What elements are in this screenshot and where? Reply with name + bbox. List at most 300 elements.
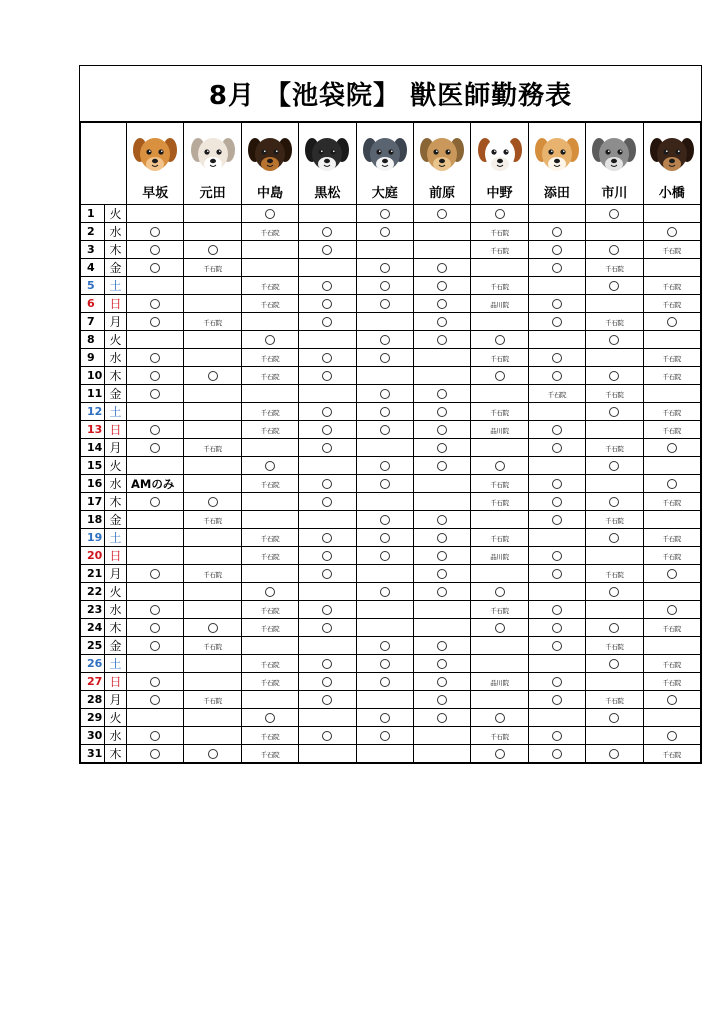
- on-duty-circle-icon: [150, 227, 160, 237]
- shift-cell: [299, 223, 356, 241]
- day-number: 13: [81, 421, 105, 439]
- shift-cell: [184, 313, 241, 331]
- shift-cell: [184, 745, 241, 763]
- on-duty-circle-icon: [552, 227, 562, 237]
- day-number: 24: [81, 619, 105, 637]
- on-duty-circle-icon: [380, 299, 390, 309]
- shift-cell: [528, 313, 585, 331]
- shift-cell: [528, 403, 585, 421]
- on-duty-circle-icon: [437, 641, 447, 651]
- header-row: [81, 123, 701, 205]
- on-duty-circle-icon: [322, 245, 332, 255]
- on-duty-circle-icon: [609, 245, 619, 255]
- shift-cell: [356, 277, 413, 295]
- shift-cell: [586, 331, 643, 349]
- on-duty-circle-icon: [667, 569, 677, 579]
- on-duty-circle-icon: [437, 425, 447, 435]
- shift-cell: [356, 583, 413, 601]
- shift-cell: [299, 457, 356, 475]
- shift-cell: [184, 205, 241, 223]
- on-duty-circle-icon: [552, 263, 562, 273]
- on-duty-circle-icon: [265, 587, 275, 597]
- shift-cell: [471, 259, 528, 277]
- shift-cell: [241, 475, 298, 493]
- shift-cell: [528, 709, 585, 727]
- shift-cell: [241, 583, 298, 601]
- on-duty-circle-icon: [150, 317, 160, 327]
- shift-cell: [471, 583, 528, 601]
- shift-cell: [643, 601, 700, 619]
- doctor-name: 添田: [543, 186, 570, 201]
- shift-cell: [643, 403, 700, 421]
- shift-cell: [413, 601, 470, 619]
- on-duty-circle-icon: [208, 371, 218, 381]
- on-duty-circle-icon: [552, 623, 562, 633]
- shift-cell: [184, 511, 241, 529]
- shift-cell: [241, 403, 298, 421]
- on-duty-circle-icon: [322, 443, 332, 453]
- shift-cell: [643, 745, 700, 763]
- shift-cell: [241, 331, 298, 349]
- branch-label: 千石院: [260, 679, 280, 687]
- on-duty-circle-icon: [495, 461, 505, 471]
- shift-cell: [586, 601, 643, 619]
- on-duty-circle-icon: [380, 281, 390, 291]
- weekday-label: 木: [105, 745, 127, 763]
- shift-cell: [241, 385, 298, 403]
- shift-cell: [586, 223, 643, 241]
- table-row: [81, 583, 701, 601]
- shift-cell: [643, 511, 700, 529]
- shift-cell: [471, 295, 528, 313]
- shift-cell: [299, 205, 356, 223]
- on-duty-circle-icon: [208, 245, 218, 255]
- shift-cell: [471, 313, 528, 331]
- yorkshire-terrier-icon: [417, 132, 467, 178]
- shift-cell: [528, 619, 585, 637]
- shift-cell: [356, 295, 413, 313]
- shift-cell: [299, 403, 356, 421]
- shift-cell: [241, 565, 298, 583]
- branch-label: 品川院: [490, 301, 509, 309]
- shift-cell: [184, 475, 241, 493]
- weekday-label: 日: [105, 295, 127, 313]
- on-duty-circle-icon: [208, 497, 218, 507]
- on-duty-circle-icon: [322, 533, 332, 543]
- shift-cell: [184, 277, 241, 295]
- day-number: 22: [81, 583, 105, 601]
- on-duty-circle-icon: [609, 659, 619, 669]
- shift-cell: [528, 601, 585, 619]
- table-row: [81, 421, 701, 439]
- shift-cell: [586, 673, 643, 691]
- branch-label: 千石院: [260, 625, 280, 633]
- day-number: 19: [81, 529, 105, 547]
- shift-cell: [471, 655, 528, 673]
- shift-cell: [528, 241, 585, 259]
- branch-label: 千石院: [662, 553, 682, 561]
- shift-cell: [356, 619, 413, 637]
- on-duty-circle-icon: [552, 695, 562, 705]
- branch-label: 千石院: [605, 697, 624, 705]
- on-duty-circle-icon: [609, 623, 619, 633]
- shift-cell: [299, 475, 356, 493]
- shift-cell: [241, 601, 298, 619]
- table-row: [81, 727, 701, 745]
- on-duty-circle-icon: [150, 371, 160, 381]
- day-number: 12: [81, 403, 105, 421]
- on-duty-circle-icon: [322, 623, 332, 633]
- shift-cell: [127, 241, 184, 259]
- on-duty-circle-icon: [437, 281, 447, 291]
- shift-cell: [356, 655, 413, 673]
- shift-cell: [586, 457, 643, 475]
- shift-cell: [241, 493, 298, 511]
- on-duty-circle-icon: [437, 533, 447, 543]
- shift-cell: [241, 637, 298, 655]
- shift-cell: [471, 637, 528, 655]
- branch-label: 千石院: [260, 355, 280, 363]
- shift-cell: [299, 745, 356, 763]
- table-row: [81, 691, 701, 709]
- table-row: [81, 331, 701, 349]
- on-duty-circle-icon: [322, 551, 332, 561]
- shift-cell: [471, 529, 528, 547]
- shift-cell: [413, 295, 470, 313]
- shift-cell: [299, 547, 356, 565]
- weekday-label: 土: [105, 655, 127, 673]
- shift-cell: [127, 745, 184, 763]
- shift-cell: [643, 475, 700, 493]
- on-duty-circle-icon: [380, 227, 390, 237]
- on-duty-circle-icon: [495, 749, 505, 759]
- shift-cell: [127, 457, 184, 475]
- on-duty-circle-icon: [322, 299, 332, 309]
- day-number: 16: [81, 475, 105, 493]
- shift-cell: [528, 583, 585, 601]
- shift-cell: [299, 421, 356, 439]
- dachshund-tan-icon: [130, 132, 180, 178]
- shift-cell: [586, 709, 643, 727]
- shift-cell: [184, 565, 241, 583]
- day-number: 14: [81, 439, 105, 457]
- shift-cell: [643, 565, 700, 583]
- shift-cell: [184, 331, 241, 349]
- shift-cell: [528, 511, 585, 529]
- shift-cell: [299, 709, 356, 727]
- on-duty-circle-icon: [380, 425, 390, 435]
- shift-cell: [299, 511, 356, 529]
- weekday-label: 日: [105, 547, 127, 565]
- shift-cell: [127, 295, 184, 313]
- weekday-label: 火: [105, 331, 127, 349]
- shift-cell: [184, 241, 241, 259]
- shift-cell: [184, 637, 241, 655]
- on-duty-circle-icon: [437, 209, 447, 219]
- shift-cell: [184, 691, 241, 709]
- shift-cell: [241, 655, 298, 673]
- branch-label: 千石院: [490, 229, 509, 237]
- branch-label: 千石院: [260, 427, 280, 435]
- on-duty-circle-icon: [380, 713, 390, 723]
- on-duty-circle-icon: [322, 569, 332, 579]
- shift-cell: [184, 457, 241, 475]
- shift-cell: [586, 349, 643, 367]
- shift-cell: [241, 511, 298, 529]
- shift-cell: [586, 475, 643, 493]
- on-duty-circle-icon: [208, 749, 218, 759]
- branch-label: 千石院: [662, 355, 682, 363]
- on-duty-circle-icon: [609, 533, 619, 543]
- shift-cell: [471, 493, 528, 511]
- weekday-label: 火: [105, 205, 127, 223]
- shift-cell: [356, 241, 413, 259]
- on-duty-circle-icon: [380, 659, 390, 669]
- shift-cell: [356, 367, 413, 385]
- on-duty-circle-icon: [667, 317, 677, 327]
- shift-cell: [184, 259, 241, 277]
- shift-cell: [241, 619, 298, 637]
- on-duty-circle-icon: [322, 677, 332, 687]
- shift-cell: [127, 637, 184, 655]
- on-duty-circle-icon: [322, 227, 332, 237]
- on-duty-circle-icon: [437, 677, 447, 687]
- on-duty-circle-icon: [150, 623, 160, 633]
- shift-cell: [586, 547, 643, 565]
- shift-cell: [471, 277, 528, 295]
- branch-label: 千石院: [490, 733, 509, 741]
- on-duty-circle-icon: [437, 551, 447, 561]
- shift-cell: [586, 745, 643, 763]
- branch-label: 千石院: [662, 283, 682, 291]
- on-duty-circle-icon: [437, 713, 447, 723]
- shift-cell: [643, 709, 700, 727]
- shift-cell: [586, 367, 643, 385]
- page-title: 8月 【池袋院】 獣医師勤務表: [80, 66, 701, 122]
- on-duty-circle-icon: [552, 569, 562, 579]
- doctor-header: [356, 123, 413, 205]
- doctor-name: 中野: [486, 186, 513, 201]
- shift-cell: [299, 385, 356, 403]
- day-number: 3: [81, 241, 105, 259]
- on-duty-circle-icon: [495, 587, 505, 597]
- shift-cell: [184, 421, 241, 439]
- weekday-label: 月: [105, 691, 127, 709]
- shift-cell: [528, 421, 585, 439]
- doctor-header: [127, 123, 184, 205]
- day-number: 18: [81, 511, 105, 529]
- shift-cell: [356, 457, 413, 475]
- shift-cell: [413, 385, 470, 403]
- on-duty-circle-icon: [495, 623, 505, 633]
- shift-cell: [586, 385, 643, 403]
- shift-cell: [471, 691, 528, 709]
- table-row: [81, 529, 701, 547]
- shift-cell: [471, 241, 528, 259]
- on-duty-circle-icon: [609, 407, 619, 417]
- table-row: [81, 241, 701, 259]
- shift-cell: [184, 295, 241, 313]
- shift-cell: [528, 475, 585, 493]
- shift-cell: [586, 241, 643, 259]
- on-duty-circle-icon: [322, 731, 332, 741]
- on-duty-circle-icon: [552, 515, 562, 525]
- on-duty-circle-icon: [380, 533, 390, 543]
- shift-cell: [241, 223, 298, 241]
- shift-cell: [184, 529, 241, 547]
- on-duty-circle-icon: [322, 659, 332, 669]
- shift-cell: [184, 583, 241, 601]
- weekday-label: 土: [105, 403, 127, 421]
- table-row: [81, 511, 701, 529]
- shift-cell: [127, 709, 184, 727]
- shift-cell: [643, 223, 700, 241]
- corner-cell: [81, 123, 127, 205]
- shift-cell: [299, 241, 356, 259]
- day-number: 7: [81, 313, 105, 331]
- shift-cell: [127, 277, 184, 295]
- shift-cell: [356, 259, 413, 277]
- doctor-name: 市川: [601, 186, 628, 201]
- shift-cell: [127, 421, 184, 439]
- branch-label: 千石院: [490, 481, 509, 489]
- shift-cell: [528, 259, 585, 277]
- on-duty-circle-icon: [609, 371, 619, 381]
- weekday-label: 火: [105, 457, 127, 475]
- shift-cell: [413, 619, 470, 637]
- on-duty-circle-icon: [552, 749, 562, 759]
- weekday-label: 木: [105, 367, 127, 385]
- weekday-label: 水: [105, 727, 127, 745]
- shift-cell: [413, 565, 470, 583]
- weekday-label: 月: [105, 565, 127, 583]
- shift-cell: [643, 205, 700, 223]
- shift-cell: [528, 277, 585, 295]
- on-duty-circle-icon: [552, 677, 562, 687]
- shift-cell: [413, 421, 470, 439]
- shift-cell: [184, 655, 241, 673]
- shift-cell: [643, 529, 700, 547]
- shift-cell: [471, 673, 528, 691]
- shift-cell: [528, 205, 585, 223]
- weekday-label: 金: [105, 511, 127, 529]
- branch-label: 品川院: [490, 427, 509, 435]
- on-duty-circle-icon: [437, 515, 447, 525]
- shift-cell: [127, 349, 184, 367]
- day-number: 28: [81, 691, 105, 709]
- weekday-label: 日: [105, 421, 127, 439]
- shift-cell: [413, 583, 470, 601]
- shift-cell: [413, 691, 470, 709]
- on-duty-circle-icon: [552, 731, 562, 741]
- dachshund-black-tan-icon: [245, 132, 295, 178]
- on-duty-circle-icon: [322, 281, 332, 291]
- shift-cell: [356, 349, 413, 367]
- shift-cell: [586, 511, 643, 529]
- weekday-label: 月: [105, 439, 127, 457]
- shift-cell: [528, 565, 585, 583]
- branch-label: 千石院: [662, 427, 682, 435]
- on-duty-circle-icon: [609, 281, 619, 291]
- shift-cell: [299, 331, 356, 349]
- weekday-label: 金: [105, 259, 127, 277]
- shift-cell: [471, 511, 528, 529]
- shift-cell: [299, 295, 356, 313]
- table-row: [81, 709, 701, 727]
- day-number: 26: [81, 655, 105, 673]
- table-row: [81, 493, 701, 511]
- table-row: [81, 745, 701, 763]
- doctor-name: 早坂: [142, 186, 169, 201]
- on-duty-circle-icon: [322, 317, 332, 327]
- shift-cell: [643, 493, 700, 511]
- shift-cell: [241, 313, 298, 331]
- table-row: [81, 277, 701, 295]
- shift-cell: [413, 655, 470, 673]
- shift-cell: [643, 691, 700, 709]
- doctor-name: 大庭: [371, 186, 398, 201]
- shift-cell: [184, 601, 241, 619]
- shift-cell: [471, 349, 528, 367]
- shift-cell: [299, 439, 356, 457]
- shift-cell: [241, 691, 298, 709]
- shift-cell: [299, 313, 356, 331]
- on-duty-circle-icon: [380, 551, 390, 561]
- on-duty-circle-icon: [437, 443, 447, 453]
- on-duty-circle-icon: [380, 407, 390, 417]
- shift-cell: [127, 565, 184, 583]
- day-number: 30: [81, 727, 105, 745]
- doctor-header: [643, 123, 700, 205]
- table-row: [81, 367, 701, 385]
- doctor-header: [299, 123, 356, 205]
- shift-cell: [127, 475, 184, 493]
- branch-label: 千石院: [260, 409, 280, 417]
- shift-cell: [643, 295, 700, 313]
- shift-cell: [127, 385, 184, 403]
- shift-cell: [299, 601, 356, 619]
- branch-label: 千石院: [662, 679, 682, 687]
- shift-cell: [241, 259, 298, 277]
- on-duty-circle-icon: [322, 353, 332, 363]
- shift-cell: [413, 709, 470, 727]
- table-row: [81, 457, 701, 475]
- shift-cell: [127, 511, 184, 529]
- shift-cell: [184, 349, 241, 367]
- shift-cell: [643, 241, 700, 259]
- on-duty-circle-icon: [667, 227, 677, 237]
- shift-cell: [643, 547, 700, 565]
- shift-cell: [643, 421, 700, 439]
- shift-cell: [586, 313, 643, 331]
- shift-cell: [127, 367, 184, 385]
- shift-cell: [356, 439, 413, 457]
- on-duty-circle-icon: [265, 335, 275, 345]
- shift-cell: [356, 547, 413, 565]
- table-row: [81, 385, 701, 403]
- shift-cell: [643, 583, 700, 601]
- on-duty-circle-icon: [667, 731, 677, 741]
- table-row: [81, 637, 701, 655]
- shift-cell: [471, 421, 528, 439]
- on-duty-circle-icon: [322, 371, 332, 381]
- shift-cell: [356, 421, 413, 439]
- day-number: 2: [81, 223, 105, 241]
- on-duty-circle-icon: [552, 353, 562, 363]
- branch-label: 千石院: [260, 283, 280, 291]
- schedule-table: [80, 122, 701, 763]
- branch-label: 千石院: [662, 751, 682, 759]
